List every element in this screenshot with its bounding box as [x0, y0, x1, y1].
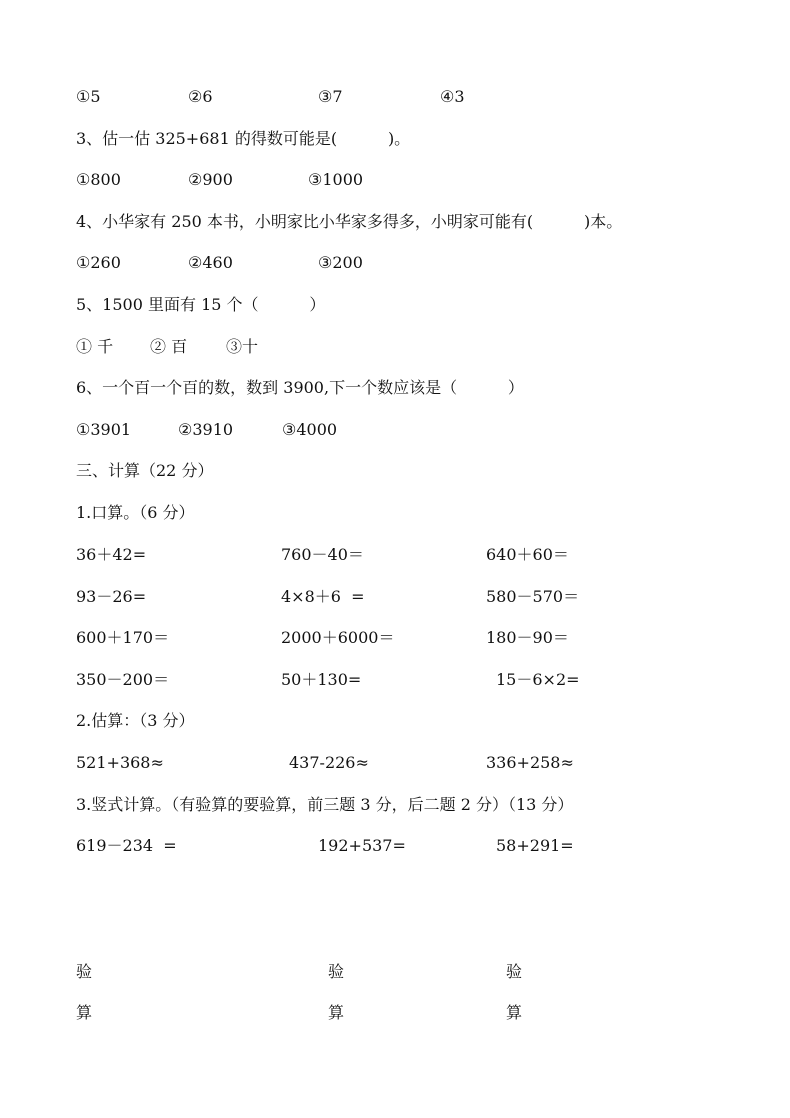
q6-option-2: ②3910	[178, 420, 234, 439]
q3-question: 3、估一估 325+681 的得数可能是( )。	[76, 129, 411, 148]
oral-calc-title: 1.口算。（6 分）	[76, 503, 195, 522]
q6-question: 6、一个百一个百的数，数到 3900,下一个数应该是（ ）	[76, 378, 524, 397]
oral-item-2-2: 4×8＋6 =	[281, 587, 365, 606]
vertical-calc-title: 3.竖式计算。（有验算的要验算，前三题 3 分，后二题 2 分）（13 分）	[76, 795, 574, 814]
oral-item-2-3: 580－570＝	[486, 587, 580, 606]
q6-option-1: ①3901	[76, 420, 132, 439]
q3-option-1: ①800	[76, 170, 121, 189]
q2-option-3: ③7	[318, 87, 343, 106]
oral-item-2-1: 93－26=	[76, 587, 147, 606]
q4-option-3: ③200	[318, 253, 363, 272]
section-title: 三、计算（22 分）	[76, 461, 214, 480]
vertical-item-2: 192+537=	[318, 836, 406, 855]
vertical-item-3: 58+291=	[496, 836, 574, 855]
vertical-item-1: 619－234 =	[76, 836, 177, 855]
q3-option-3: ③1000	[308, 170, 364, 189]
oral-item-1-3: 640＋60＝	[486, 545, 569, 564]
check-label-1-top: 验	[76, 962, 93, 981]
estimate-item-3: 336+258≈	[486, 753, 574, 772]
check-label-2-top: 验	[328, 962, 345, 981]
check-label-3-top: 验	[506, 962, 523, 981]
oral-item-4-2: 50＋130=	[281, 670, 362, 689]
oral-item-4-3: 15－6×2=	[496, 670, 580, 689]
oral-item-3-2: 2000＋6000＝	[281, 628, 395, 647]
check-label-2-bottom: 算	[328, 1003, 345, 1022]
check-label-3-bottom: 算	[506, 1003, 523, 1022]
q4-option-1: ①260	[76, 253, 121, 272]
q3-option-2: ②900	[188, 170, 233, 189]
q6-option-3: ③4000	[282, 420, 338, 439]
oral-item-1-2: 760－40＝	[281, 545, 364, 564]
q5-question: 5、1500 里面有 15 个（ ）	[76, 295, 326, 314]
oral-item-1-1: 36＋42=	[76, 545, 147, 564]
q4-question: 4、小华家有 250 本书，小明家比小华家多得多，小明家可能有( )本。	[76, 212, 623, 231]
estimate-item-1: 521+368≈	[76, 753, 164, 772]
q2-option-2: ②6	[188, 87, 213, 106]
q5-option-1: ① 千	[76, 337, 114, 356]
check-label-1-bottom: 算	[76, 1003, 93, 1022]
q2-option-4: ④3	[440, 87, 465, 106]
q5-option-3: ③十	[226, 337, 259, 356]
estimate-title: 2.估算：（3 分）	[76, 711, 195, 730]
q4-option-2: ②460	[188, 253, 233, 272]
oral-item-4-1: 350－200＝	[76, 670, 170, 689]
oral-item-3-3: 180－90＝	[486, 628, 569, 647]
estimate-item-2: 437-226≈	[289, 753, 369, 772]
q2-option-1: ①5	[76, 87, 101, 106]
q5-option-2: ② 百	[150, 337, 188, 356]
oral-item-3-1: 600＋170＝	[76, 628, 170, 647]
